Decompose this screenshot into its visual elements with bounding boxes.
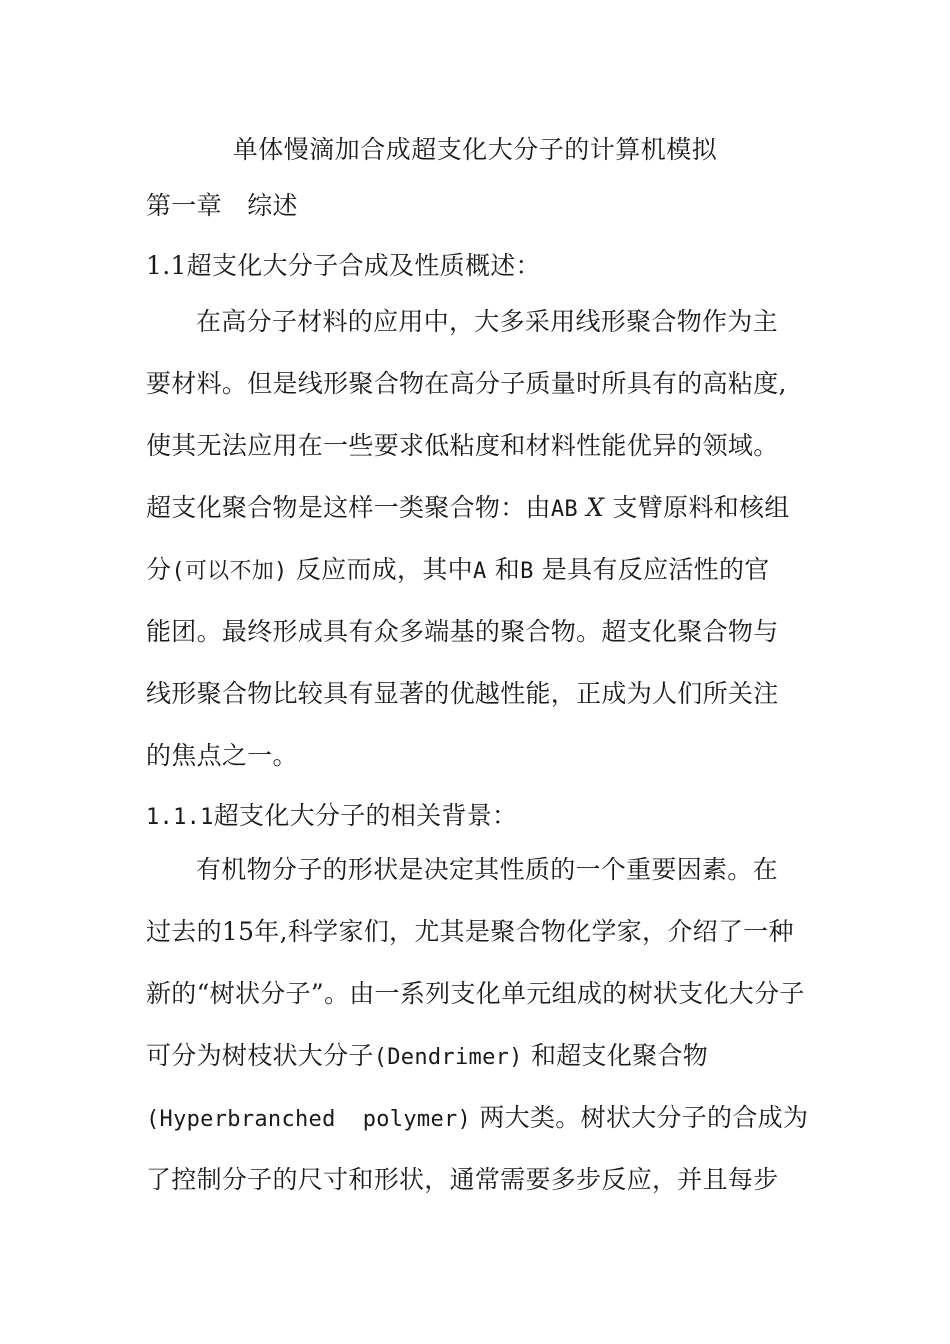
para2-line2: 过去的15年,科学家们，尤其是聚合物化学家，介绍了一种 <box>146 917 794 946</box>
para2-line5-term: (Hyperbranched polymer) <box>146 1107 472 1132</box>
para1-line4-text-a: 超支化聚合物是这样一类聚合物：由 <box>146 493 551 522</box>
para2-line4-term: (Dendrimer) <box>373 1045 523 1070</box>
para1-line5-text-a: 分 <box>146 555 172 584</box>
para2-line5-text: 两大类。树状大分子的合成为 <box>479 1103 809 1132</box>
para1-line4-formula: AB <box>550 497 578 522</box>
para1-line5-paren: (可以不加) <box>171 559 288 584</box>
para1-line5-text-c: 是具有反应活性的官 <box>541 555 770 584</box>
para1-line5 <box>146 552 770 590</box>
para1-line1: 在高分子材料的应用中，大多采用线形聚合物作为主 <box>196 307 778 336</box>
para1-line5-text-b: 反应而成，其中 <box>295 555 473 584</box>
para2-line1: 有机物分子的形状是决定其性质的一个重要因素。在 <box>196 855 778 884</box>
para2-line6: 了控制分子的尺寸和形状，通常需要多步反应，并且每步 <box>146 1165 779 1194</box>
section-title: 超支化大分子的相关背景： <box>213 801 518 830</box>
para1-line3: 使其无法应用在一些要求低粘度和材料性能优异的领域。 <box>146 431 779 460</box>
section-number: 1.1.1 <box>146 805 214 830</box>
para2-line4 <box>146 1038 708 1076</box>
para1-line5-and: 和 <box>494 555 521 584</box>
para1-line4-text-b: 支臂原料和核组 <box>612 493 790 522</box>
para2-line3: 新的“树状分子”。由一系列支化单元组成的树状支化大分子 <box>146 979 805 1008</box>
para2-line5 <box>146 1100 808 1138</box>
para1-line2: 要材料。但是线形聚合物在高分子质量时所具有的高粘度, <box>146 369 787 398</box>
para1-line5-a: A <box>472 559 487 584</box>
para2-line4-text-a: 可分为树枝状大分子 <box>146 1041 374 1070</box>
para1-line4-subscript: X <box>586 493 605 522</box>
para1-line6: 能团。最终形成具有众多端基的聚合物。超支化聚合物与 <box>146 617 779 646</box>
section-heading-1-1-1 <box>146 798 517 836</box>
para1-line7: 线形聚合物比较具有显著的优越性能，正成为人们所关注 <box>146 679 779 708</box>
para2-line4-text-b: 和超支化聚合物 <box>530 1041 709 1070</box>
para1-line4 <box>146 490 790 528</box>
document-title: 单体慢滴加合成超支化大分子的计算机模拟 <box>232 135 718 164</box>
para1-line8: 的焦点之一。 <box>146 741 298 770</box>
section-heading-1-1: 1.1超支化大分子合成及性质概述： <box>146 251 541 280</box>
chapter-heading: 第一章 综述 <box>146 191 298 220</box>
para1-line5-b: B <box>520 559 534 584</box>
